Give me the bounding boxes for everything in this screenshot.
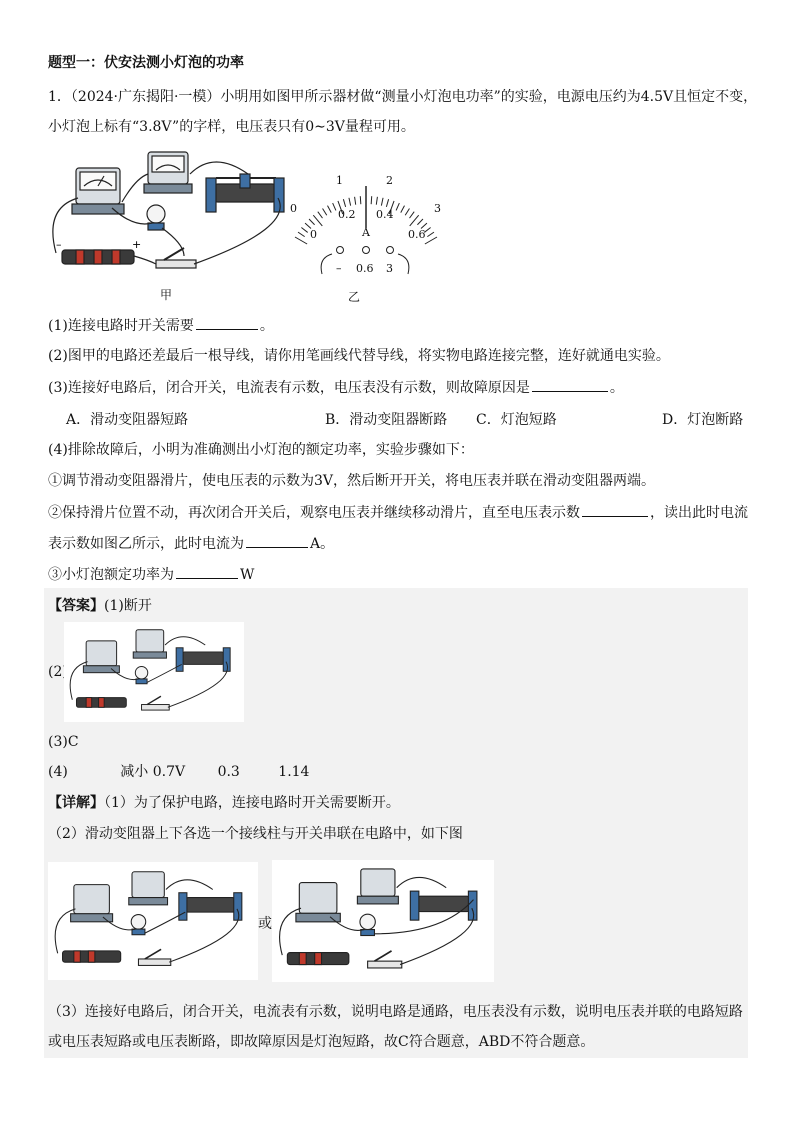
answer-blank[interactable] xyxy=(196,316,258,330)
answer-line-3: (3)C xyxy=(48,734,79,750)
dial-top-tick-3: 3 xyxy=(434,202,441,215)
dial-unit: A xyxy=(362,226,370,239)
step-3: ③小灯泡额定功率为 W xyxy=(48,567,255,583)
dial-bottom-tick-2: 0.4 xyxy=(376,208,394,221)
answer-4-value-3: 1.14 xyxy=(278,764,310,780)
answer-line-4: (4) 减小 0.7V 0.3 1.14 xyxy=(48,764,310,780)
answer-circuit-figure xyxy=(64,622,244,722)
dial-tick xyxy=(349,198,351,206)
step-1: ①调节滑动变阻器滑片，使电压表的示数为3V，然后断开开关，将电压表并联在滑动变阻器两端。 xyxy=(48,473,656,489)
detail-line-2: （2）滑动变阻器上下各选一个接线柱与开关串联在电路中，如下图 xyxy=(48,826,463,842)
dial-tick xyxy=(417,219,423,225)
dial-tick xyxy=(401,206,405,213)
option-a[interactable]: A．滑动变阻器短路 xyxy=(66,412,189,428)
option-c[interactable]: C．灯泡短路 xyxy=(476,412,557,428)
figure-label-jia: 甲 xyxy=(160,288,173,302)
answer-2-label: (2) xyxy=(48,664,68,680)
answer-4-value-1: 减小 0.7V xyxy=(120,764,186,780)
dial-tick xyxy=(371,196,372,204)
detail-or: 或 xyxy=(258,916,272,932)
battery-plus: + xyxy=(132,238,142,251)
dial-top-tick-1: 1 xyxy=(336,174,343,187)
dial-tick xyxy=(427,232,434,236)
dial-tick xyxy=(396,203,399,210)
question-line-2: 小灯泡上标有“3.8V”的字样，电压表只有0∼3V量程可用。 xyxy=(48,119,415,135)
step-2-line-2: 表示数如图乙所示，此时电流为 A。 xyxy=(48,536,335,552)
answer-blank[interactable] xyxy=(176,565,238,579)
detail-line-3a: （3）连接好电路后，闭合开关，电流表有示数，说明电路是通路，电压表没有示数，说明电压表并联的电路短路 xyxy=(48,1004,743,1020)
dial-tick xyxy=(425,237,437,244)
dial-tick xyxy=(343,199,345,207)
figure-label-yi: 乙 xyxy=(348,290,361,304)
sub-question-2: (2)图甲的电路还差最后一根导线，请你用笔画线代替导线，将实物电路连接完整，连好就通电实验。 xyxy=(48,348,670,364)
dial-tick xyxy=(309,219,315,225)
dial-terminal-minus: – xyxy=(336,262,342,275)
bulb xyxy=(147,205,165,223)
answer-line-1: 【答案】(1)断开 xyxy=(48,598,152,614)
detail-line-3b: 或电压表短路或电压表断路，即故障原因是灯泡短路，故C符合题意，ABD不符合题意。 xyxy=(48,1034,595,1050)
dial-tick xyxy=(355,197,356,205)
dial-tick xyxy=(323,208,327,215)
dial-tick xyxy=(386,199,388,207)
sub-question-3: (3)连接好电路后，闭合开关，电流表有示数，电压表没有示数，则故障原因是 。 xyxy=(48,380,624,396)
switch xyxy=(156,260,196,268)
detail-circuit-figure-1 xyxy=(48,862,258,980)
dial-tick xyxy=(405,208,409,215)
option-b[interactable]: B．滑动变阻器断路 xyxy=(325,412,448,428)
dial-tick xyxy=(298,232,305,236)
sub-question-4: (4)排除故障后，小明为准确测出小灯泡的额定功率，实验步骤如下： xyxy=(48,442,474,458)
dial-terminal-06: 0.6 xyxy=(356,262,374,275)
dial-terminal-3: 3 xyxy=(386,262,393,275)
circuit-figure-jia xyxy=(44,148,304,278)
question-line-1: 1．（2024·广东揭阳·一模）小明用如图甲所示器材做“测量小灯泡电功率”的实验，电源电压约为4.5V且恒定不变， xyxy=(48,89,758,105)
answer-blank[interactable] xyxy=(246,534,308,548)
dial-top-tick-0: 0 xyxy=(290,202,297,215)
detail-line-1: 【详解】（1）为了保护电路，连接电路时开关需要断开。 xyxy=(48,795,400,811)
answer-blank[interactable] xyxy=(582,503,648,517)
dial-bottom-tick-0: 0 xyxy=(310,228,317,241)
answer-4-value-2: 0.3 xyxy=(217,764,240,780)
dial-tick xyxy=(333,203,336,210)
ammeter-dial-yi xyxy=(280,168,450,278)
dial-tick xyxy=(381,198,383,206)
dial-bottom-tick-1: 0.2 xyxy=(338,208,356,221)
dial-tick xyxy=(295,237,307,244)
dial-tick xyxy=(318,212,323,218)
battery-minus: – xyxy=(56,238,62,251)
section-title: 题型一：伏安法测小灯泡的功率 xyxy=(48,55,244,71)
dial-tick xyxy=(301,228,307,233)
detail-circuit-figure-2 xyxy=(272,860,494,982)
dial-bottom-tick-3: 0.6 xyxy=(408,228,426,241)
step-2-line-1: ②保持滑片位置不动，再次闭合开关后，观察电压表并继续移动滑片，直至电压表示数 ，读出此时电流 xyxy=(48,505,748,521)
option-d[interactable]: D．灯泡断路 xyxy=(662,412,744,428)
dial-tick xyxy=(376,197,377,205)
dial-tick xyxy=(360,196,361,204)
sub-question-1: (1)连接电路时开关需要 。 xyxy=(48,318,274,334)
dial-tick xyxy=(409,212,414,218)
answer-blank[interactable] xyxy=(532,378,608,392)
dial-top-tick-2: 2 xyxy=(386,174,393,187)
dial-tick xyxy=(328,206,332,213)
